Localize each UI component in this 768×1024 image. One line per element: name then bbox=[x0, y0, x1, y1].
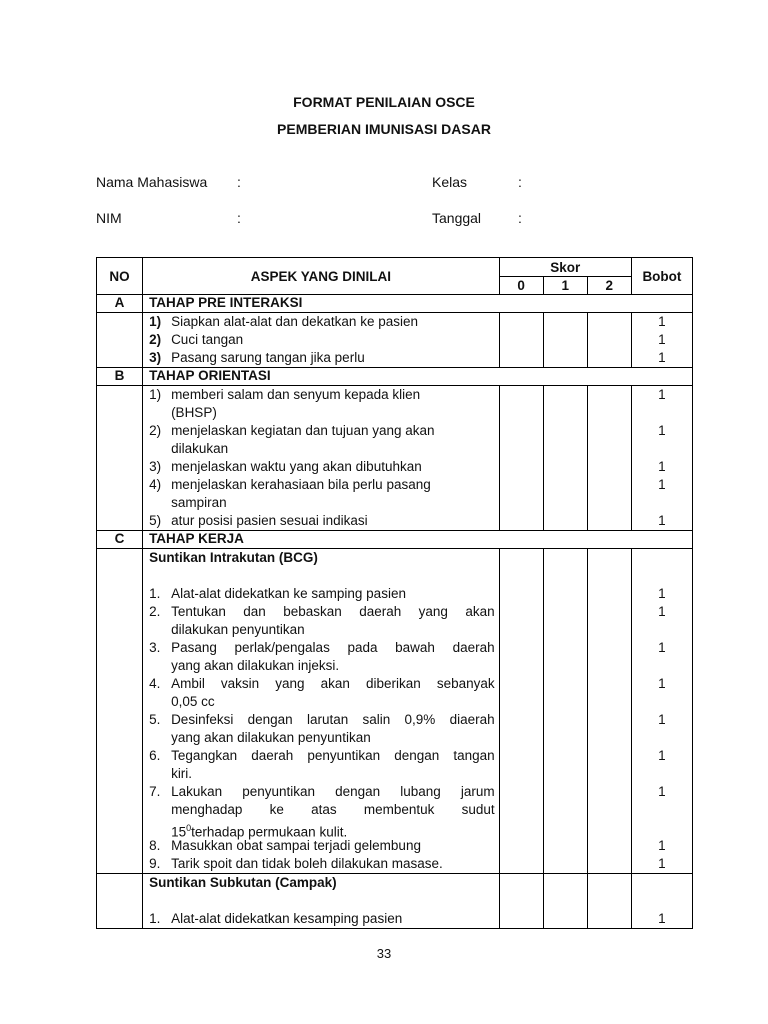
section-b-items-row bbox=[97, 386, 693, 531]
skor-2-cell[interactable] bbox=[587, 313, 631, 368]
kelas-colon: : bbox=[518, 174, 522, 190]
nim-label: NIM bbox=[96, 210, 122, 226]
skor-1-cell[interactable] bbox=[543, 313, 587, 368]
item-number: 2. bbox=[149, 604, 161, 619]
nama-label: Nama Mahasiswa bbox=[96, 174, 208, 190]
item-text-cont: (BHSP) bbox=[171, 405, 217, 420]
item-number: 2) bbox=[149, 332, 162, 347]
nim-colon: : bbox=[237, 210, 241, 226]
section-a-items bbox=[143, 313, 500, 368]
nama-colon: : bbox=[237, 174, 241, 190]
item-text: atur posisi pasien sesuai indikasi bbox=[171, 513, 368, 528]
section-c-no-blank bbox=[97, 874, 143, 929]
bobot-cell bbox=[631, 313, 692, 368]
bobot-value: 1 bbox=[658, 784, 666, 799]
item-number: 1. bbox=[149, 911, 161, 926]
bobot-value: 1 bbox=[658, 604, 666, 619]
bobot-value: 1 bbox=[658, 513, 666, 528]
item-text-cont: sampiran bbox=[171, 495, 227, 510]
skor-2-cell[interactable] bbox=[587, 549, 631, 874]
item-text: Alat-alat didekatkan kesamping pasien bbox=[171, 911, 403, 926]
bobot-value: 1 bbox=[658, 856, 666, 871]
item-number: 6. bbox=[149, 748, 161, 763]
section-c-no: C bbox=[97, 531, 143, 549]
header-aspek: ASPEK YANG DINILAI bbox=[143, 258, 500, 295]
item-text-cont: dilakukan penyuntikan bbox=[171, 622, 305, 637]
item-text: menjelaskan kerahasiaan bila perlu pasang bbox=[171, 477, 431, 492]
section-a-no: A bbox=[97, 295, 143, 313]
item-text: Tentukan dan bebaskan daerah yang akan bbox=[171, 604, 495, 619]
skor-1-cell[interactable] bbox=[543, 386, 587, 531]
tanggal-label: Tanggal bbox=[432, 210, 482, 226]
bobot-value: 1 bbox=[658, 748, 666, 763]
item-number: 1. bbox=[149, 586, 161, 601]
item-text-cont: 0,05 cc bbox=[171, 694, 215, 709]
item-text-cont: yang akan dilakukan injeksi. bbox=[171, 658, 340, 673]
bobot-value: 1 bbox=[658, 477, 666, 492]
item-number: 3) bbox=[149, 350, 162, 365]
superscript-degree: 0 bbox=[186, 823, 192, 833]
bobot-value: 1 bbox=[658, 911, 666, 926]
bobot-value: 1 bbox=[658, 332, 666, 347]
section-c-bcg-row bbox=[97, 549, 693, 874]
section-c-campak-row bbox=[97, 874, 693, 929]
page-number: 33 bbox=[376, 946, 392, 961]
skor-0-cell[interactable] bbox=[499, 386, 543, 531]
section-b-items bbox=[143, 386, 500, 531]
item-text: Siapkan alat-alat dan dekatkan ke pasien bbox=[171, 314, 418, 329]
section-b-no: B bbox=[97, 368, 143, 386]
skor-0-cell[interactable] bbox=[499, 874, 543, 929]
item-text: Pasang perlak/pengalas pada bawah daerah bbox=[171, 640, 495, 655]
header-skor: Skor bbox=[499, 258, 631, 277]
item-text: menjelaskan waktu yang akan dibutuhkan bbox=[171, 459, 422, 474]
item-text: Lakukan penyuntikan dengan lubang jarum bbox=[171, 784, 495, 799]
item-number: 5. bbox=[149, 712, 161, 727]
bobot-value: 1 bbox=[658, 640, 666, 655]
section-a-no-blank bbox=[97, 313, 143, 368]
bobot-value: 1 bbox=[658, 676, 666, 691]
item-text-cont bbox=[143, 819, 499, 840]
item-text: Desinfeksi dengan larutan salin 0,9% diaerah bbox=[171, 712, 495, 727]
item-number: 3. bbox=[149, 640, 161, 655]
item-text-part: 15 bbox=[171, 824, 187, 840]
bobot-value: 1 bbox=[658, 314, 666, 329]
item-number: 3) bbox=[149, 459, 162, 474]
bobot-value: 1 bbox=[658, 387, 666, 402]
item-number: 4. bbox=[149, 676, 161, 691]
item-text: Masukkan obat sampai terjadi gelembung bbox=[171, 838, 421, 853]
item-text-cont: dilakukan bbox=[171, 441, 229, 456]
header-skor-1: 1 bbox=[543, 277, 587, 295]
item-text: Tegangkan daerah penyuntikan dengan tangan bbox=[171, 748, 495, 763]
section-b-no-blank bbox=[97, 386, 143, 531]
skor-0-cell[interactable] bbox=[499, 313, 543, 368]
item-number: 1) bbox=[149, 314, 162, 329]
skor-0-cell[interactable] bbox=[499, 549, 543, 874]
item-text: menjelaskan kegiatan dan tujuan yang akan bbox=[171, 423, 435, 438]
bobot-cell bbox=[631, 874, 692, 929]
item-text: memberi salam dan senyum kepada klien bbox=[171, 387, 421, 402]
section-c-title: TAHAP KERJA bbox=[143, 531, 693, 549]
item-text-cont: kiri. bbox=[171, 766, 193, 781]
item-number: 4) bbox=[149, 477, 162, 492]
skor-1-cell[interactable] bbox=[543, 874, 587, 929]
campak-heading: Suntikan Subkutan (Campak) bbox=[149, 875, 337, 890]
item-number: 7. bbox=[149, 784, 161, 799]
bobot-value: 1 bbox=[658, 712, 666, 727]
bcg-heading: Suntikan Intrakutan (BCG) bbox=[149, 550, 318, 565]
document-subtitle: PEMBERIAN IMUNISASI DASAR bbox=[277, 121, 491, 137]
item-text-part: terhadap permukaan kulit. bbox=[191, 824, 348, 840]
bobot-value: 1 bbox=[658, 459, 666, 474]
item-text: Cuci tangan bbox=[171, 332, 244, 347]
section-c-campak-items bbox=[143, 874, 500, 929]
section-a-title: TAHAP PRE INTERAKSI bbox=[143, 295, 693, 313]
item-number: 1) bbox=[149, 387, 162, 402]
item-number: 5) bbox=[149, 513, 162, 528]
tanggal-colon: : bbox=[518, 210, 522, 226]
kelas-label: Kelas bbox=[432, 174, 468, 190]
item-number: 8. bbox=[149, 838, 161, 853]
skor-1-cell[interactable] bbox=[543, 549, 587, 874]
document-title: FORMAT PENILAIAN OSCE bbox=[293, 94, 475, 110]
section-c-no-blank bbox=[97, 549, 143, 874]
assessment-table bbox=[96, 257, 693, 929]
bobot-cell bbox=[631, 386, 692, 531]
item-number: 2) bbox=[149, 423, 162, 438]
item-text: Ambil vaksin yang akan diberikan sebanyak bbox=[171, 676, 495, 691]
skor-2-cell[interactable] bbox=[587, 386, 631, 531]
skor-2-cell[interactable] bbox=[587, 874, 631, 929]
bobot-value: 1 bbox=[658, 586, 666, 601]
section-a-items-row bbox=[97, 313, 693, 368]
header-skor-2: 2 bbox=[587, 277, 631, 295]
item-text: Tarik spoit dan tidak boleh dilakukan masase. bbox=[171, 856, 443, 871]
header-skor-0: 0 bbox=[499, 277, 543, 295]
header-bobot: Bobot bbox=[631, 258, 692, 295]
header-no: NO bbox=[97, 258, 143, 295]
item-text: Alat-alat didekatkan ke samping pasien bbox=[171, 586, 406, 601]
item-text-cont: menghadap ke atas membentuk sudut bbox=[171, 802, 495, 817]
item-text-cont: yang akan dilakukan penyuntikan bbox=[171, 730, 371, 745]
bobot-value: 1 bbox=[658, 838, 666, 853]
section-b-title: TAHAP ORIENTASI bbox=[143, 368, 693, 386]
item-text: Pasang sarung tangan jika perlu bbox=[171, 350, 365, 365]
section-c-bcg-items bbox=[143, 549, 500, 874]
item-number: 9. bbox=[149, 856, 161, 871]
bobot-cell bbox=[631, 549, 692, 874]
bobot-value: 1 bbox=[658, 350, 666, 365]
bobot-value: 1 bbox=[658, 423, 666, 438]
